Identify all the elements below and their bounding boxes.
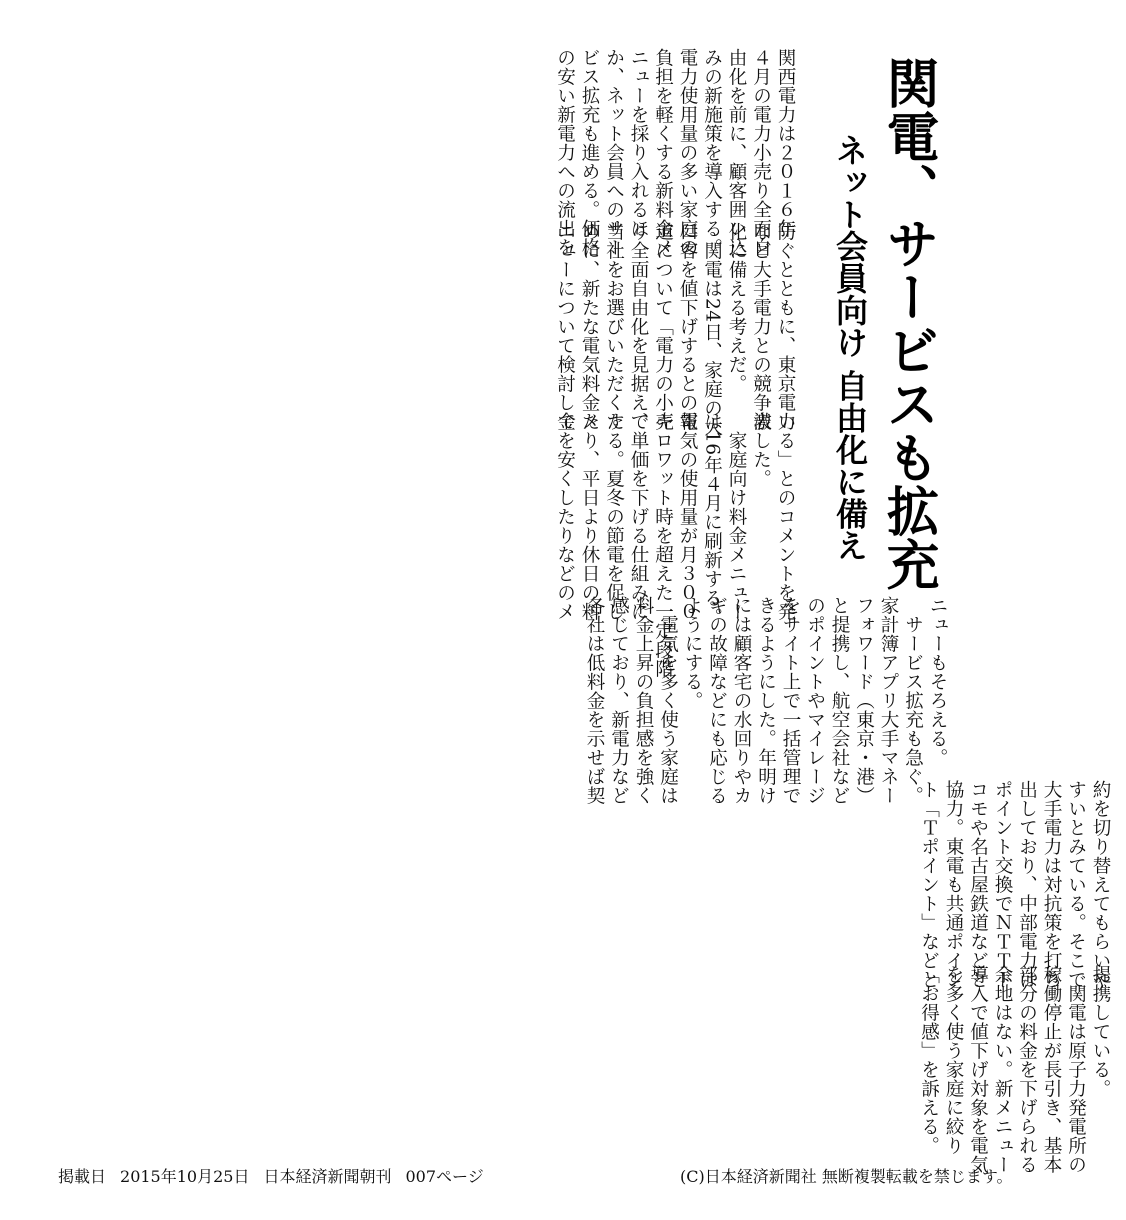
article-headline: 関電、サービスも拡充	[878, 56, 939, 591]
article-subheadline: ネット会員向け 自由化に備え	[831, 134, 869, 562]
article-body-column-3: いる」とのコメントを発 表した。 家庭向け料金メニュー は16年４月に刷新する。 電気の使用量が月３００ キロワット時を超えた一定段階 で単価を下げる仕組みに する。夏冬の節電を促し たり、平日より休日の料 金を安くしたりなどのメ	[554, 412, 796, 678]
publication-date: 2015年10月25日	[120, 1167, 250, 1186]
article-body-column-2: 防ぐとともに、東京電力 など大手電力との競争激 化に備える考えだ。 関電は24日、家庭の大 口客を値下げするとの報 道について「電力の小売 り全面自由化を見据え、 当社をお選びいただくた めに、新たな電気料金メ ニューについて検討して	[554, 222, 796, 437]
publication-info	[58, 1166, 484, 1188]
date-label: 掲載日	[58, 1167, 107, 1186]
article-body-column-1: 関西電力は２０１６年 ４月の電力小売り全面自 由化を前に、顧客囲い込 みの新施策を導入する。 電力使用量の多い家庭の 負担を軽くする新料金メ ニューを採り入れるほ か、ネット会員へのサー ビス拡充も進める。価格 の安い新電力への流出を	[554, 48, 796, 257]
article-body-column-4: ニューもそろえる。 サービス拡充も急ぐ。 家計簿アプリ大手マネー フォワード（東京・港） と提携し、航空会社など のポイントやマイレージ をサイト上で一括管理で きるようにした。年明け には顧客宅の水回りやカ ギの故障などにも応じる ようにする。 電気を多く使う家庭は 料金上昇の負担感を強く 感じており、新電力など 各社は低料金を示せば契	[584, 596, 948, 805]
copyright-notice: (C)日本経済新聞社 無断複製転載を禁じます。	[680, 1167, 1013, 1186]
publication-name: 日本経済新聞朝刊	[263, 1167, 392, 1186]
article-body-column-5: 約を切り替えてもらいや すいとみている。そこで 大手電力は対抗策を打ち 出しており、中部電力は ポイント交換でＮＴＴド コモや名古屋鉄道などと 協力。東電も共通ポイン ト「Ｔポイント」などと	[918, 780, 1111, 989]
article-body-column-6: 提携している。 関電は原子力発電所の 稼働停止が長引き、基本 部分の料金を下げられる 余地はない。新メニュー 導入で値下げ対象を電気 を多く使う家庭に絞り 「お得感」を訴える。	[918, 965, 1111, 1174]
page-number: 007ページ	[405, 1167, 484, 1186]
